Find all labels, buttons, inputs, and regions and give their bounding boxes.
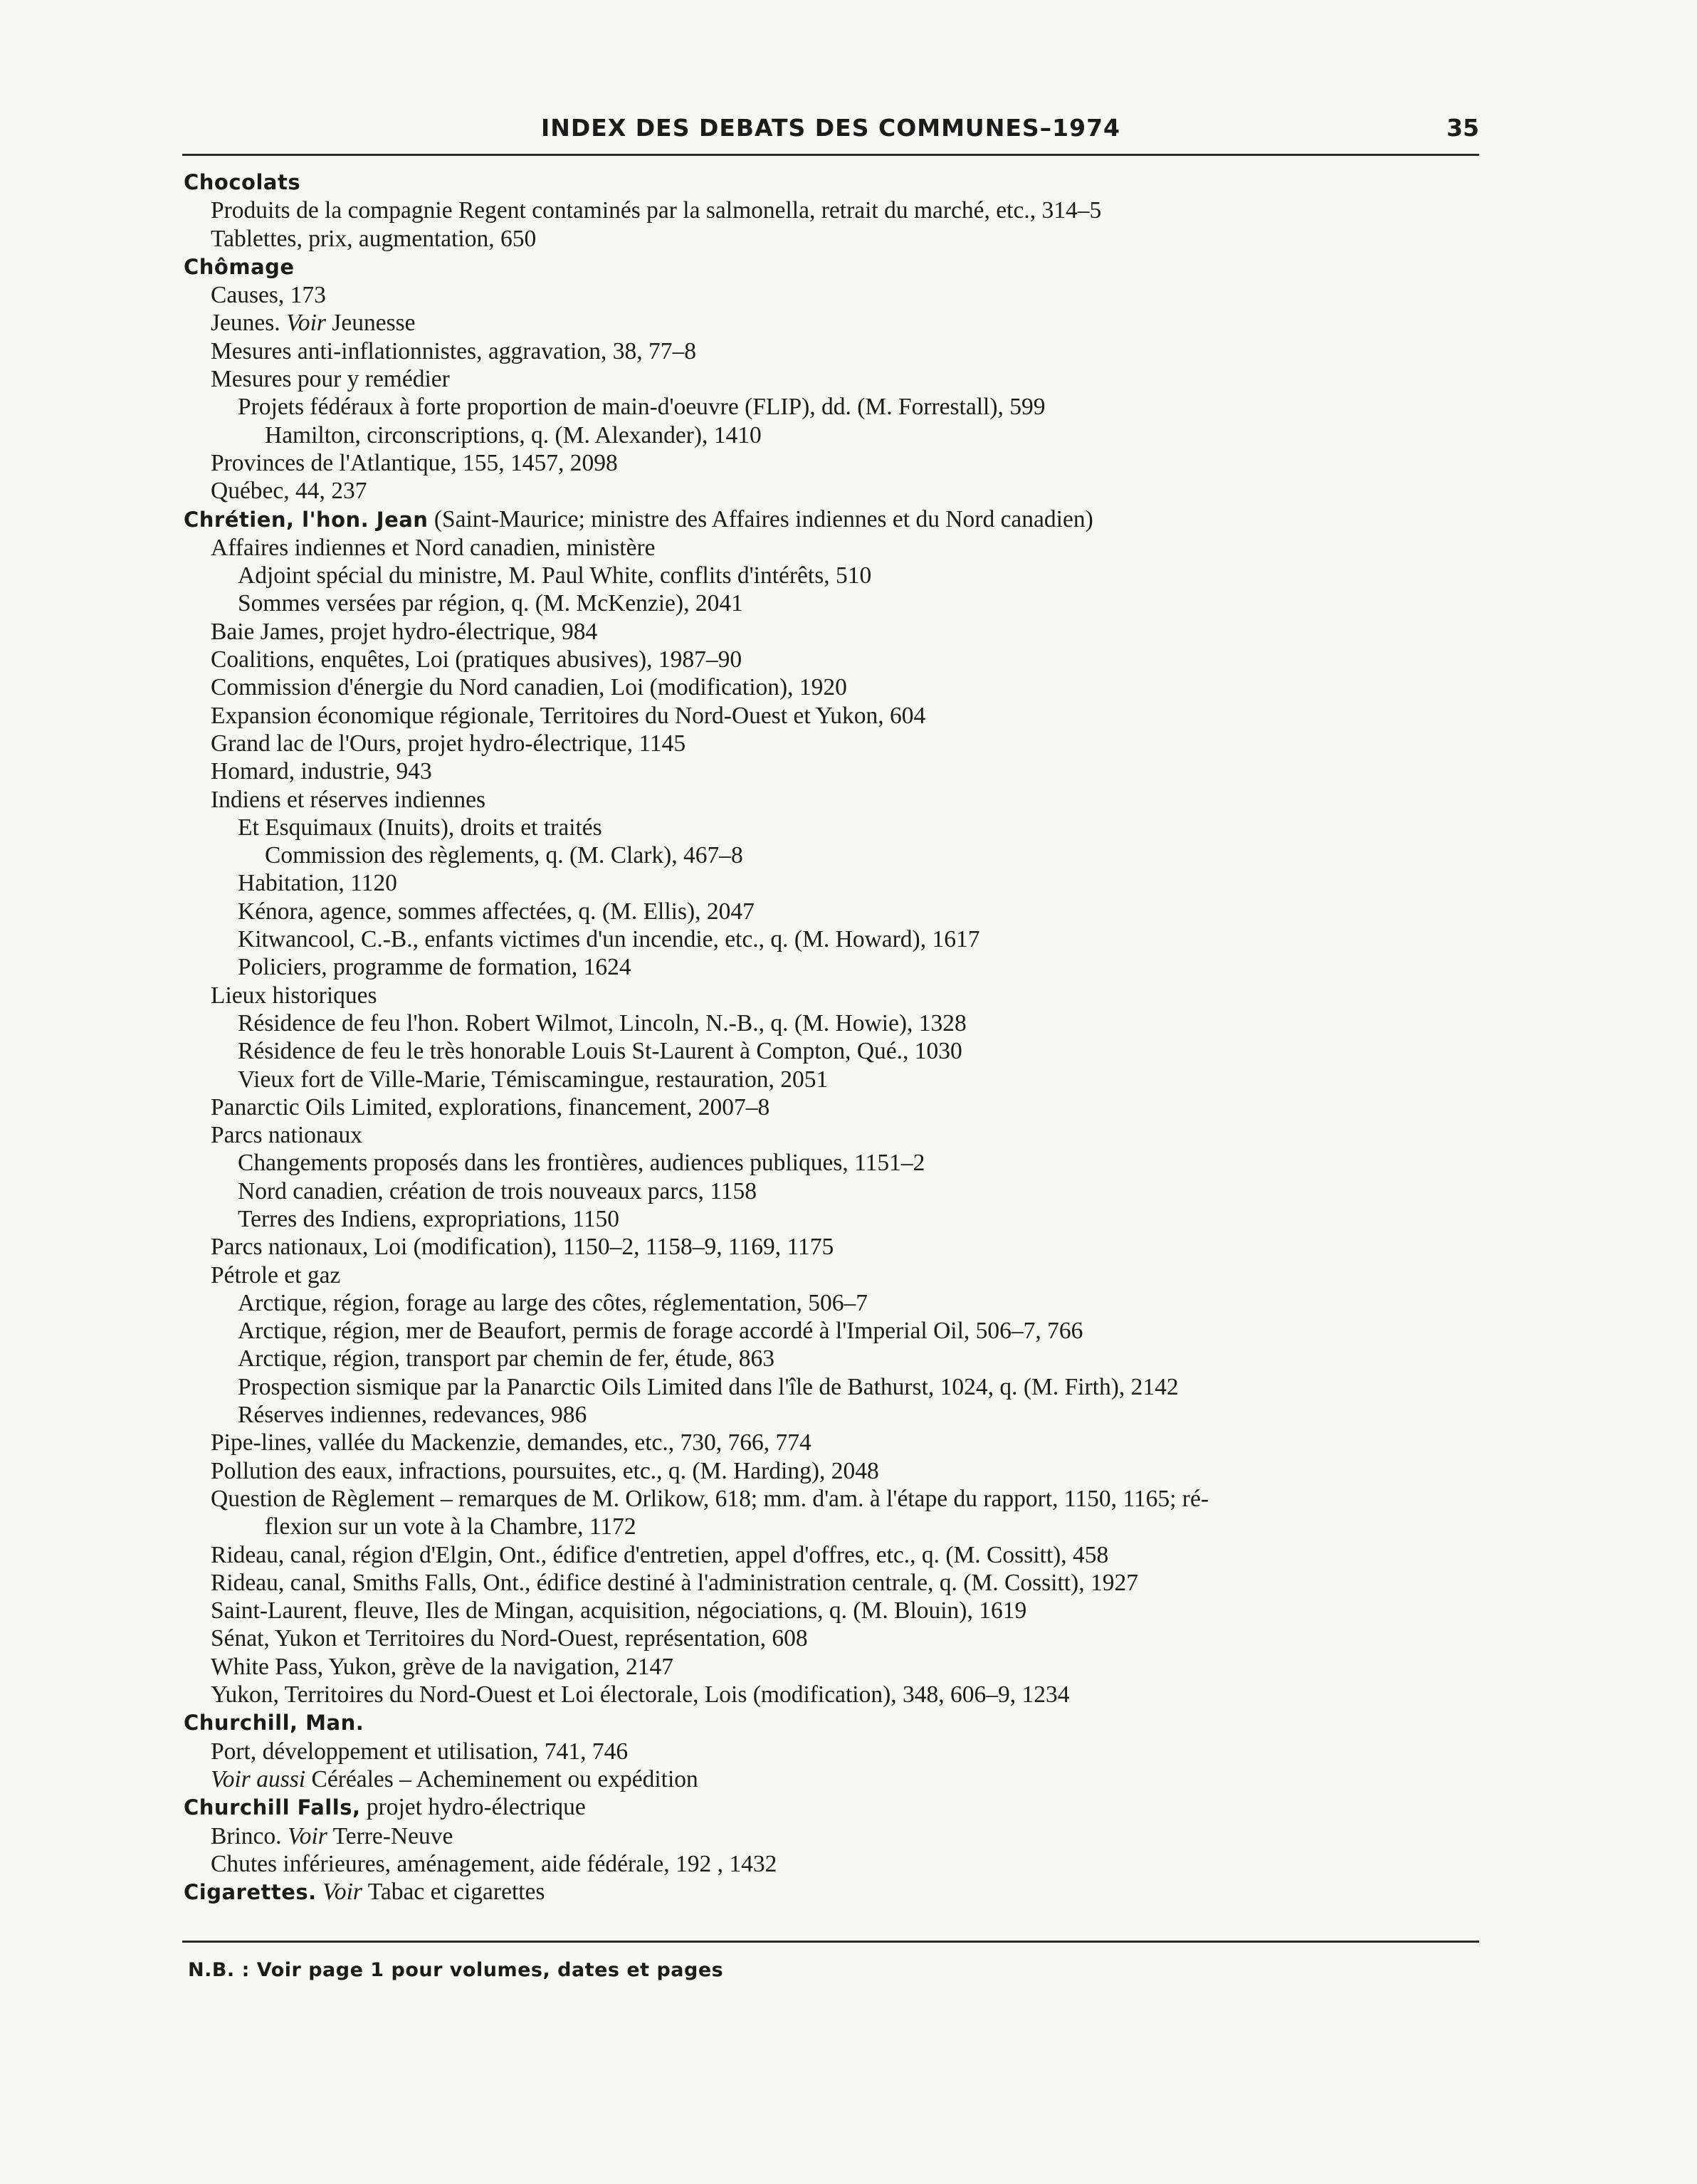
cross-reference-target: Tabac et cigarettes xyxy=(367,1879,545,1906)
cross-reference-target: Terre-Neuve xyxy=(332,1822,453,1849)
cross-reference-marker: Voir xyxy=(322,1879,362,1906)
entry-text: Nord canadien, création de trois nouveaux parcs, 1158 xyxy=(238,1177,757,1204)
index-subentry xyxy=(184,337,1479,365)
entry-text: Arctique, région, mer de Beaufort, permis de forage accordé à l'Imperial Oil, 506–7, 766 xyxy=(238,1318,1083,1345)
entry-text: Arctique, région, forage au large des côtes, réglementation, 506–7 xyxy=(238,1289,868,1316)
index-subentry xyxy=(184,1401,1479,1429)
entry-text: Question de Règlement – remarques de M. Orlikow, 618; mm. d'am. à l'étape du rapport, 1150, 1165; ré- xyxy=(211,1485,1209,1512)
entry-text: Kitwancool, C.-B., enfants victimes d'un incendie, etc., q. (M. Howard), 1617 xyxy=(238,926,980,953)
index-subentry xyxy=(184,1121,1479,1149)
index-entries xyxy=(184,168,1479,1906)
index-subentry xyxy=(184,534,1479,562)
entry-text: Et Esquimaux (Inuits), droits et traités xyxy=(238,814,602,841)
entry-text: Homard, industrie, 943 xyxy=(211,758,432,785)
page-number: 35 xyxy=(1446,114,1479,142)
index-subentry xyxy=(184,702,1479,730)
index-subentry xyxy=(184,421,1479,449)
index-subentry xyxy=(184,1205,1479,1233)
entry-text: Expansion économique régionale, Territoires du Nord-Ouest et Yukon, 604 xyxy=(211,702,926,729)
index-subentry xyxy=(184,1345,1479,1372)
index-subentry xyxy=(184,393,1479,421)
index-subentry xyxy=(184,1177,1479,1205)
index-subentry xyxy=(184,1681,1479,1708)
index-subentry xyxy=(184,953,1479,981)
entry-text: Indiens et réserves indiennes xyxy=(211,786,486,813)
entry-text: Chutes inférieures, aménagement, aide fédérale, 192 , 1432 xyxy=(211,1850,777,1877)
index-subentry xyxy=(184,1233,1479,1261)
index-subentry xyxy=(184,757,1479,785)
index-subentry xyxy=(184,646,1479,673)
index-subentry xyxy=(184,589,1479,617)
entry-text: Saint-Laurent, fleuve, Iles de Mingan, acquisition, négociations, q. (M. Blouin), 1619 xyxy=(211,1597,1027,1624)
entry-text: Tablettes, prix, augmentation, 650 xyxy=(211,225,537,252)
headword: Churchill, Man. xyxy=(184,1711,364,1736)
footer-divider xyxy=(182,1941,1479,1943)
entry-text: Pipe-lines, vallée du Mackenzie, demandes, etc., 730, 766, 774 xyxy=(211,1429,811,1456)
index-subentry xyxy=(184,1373,1479,1401)
entry-text: Hamilton, circonscriptions, q. (M. Alexander), 1410 xyxy=(265,421,762,448)
entry-text: Mesures anti-inflationnistes, aggravation, 38, 77–8 xyxy=(211,337,696,364)
index-subentry xyxy=(184,1093,1479,1121)
headword: Churchill Falls, xyxy=(184,1795,361,1820)
index-subentry xyxy=(184,1624,1479,1652)
index-subentry xyxy=(184,1597,1479,1624)
page-header xyxy=(182,108,1479,156)
index-subentry xyxy=(184,982,1479,1009)
cross-reference-marker: Voir xyxy=(286,310,326,337)
entry-text: Provinces de l'Atlantique, 155, 1457, 2098 xyxy=(211,449,618,476)
footer-note: N.B. : Voir page 1 pour volumes, dates et pages xyxy=(188,1959,724,1981)
entry-text: Arctique, région, transport par chemin de fer, étude, 863 xyxy=(238,1345,774,1372)
entry-text: Baie James, projet hydro-électrique, 984 xyxy=(211,618,598,645)
index-subentry xyxy=(184,730,1479,757)
entry-text: Lieux historiques xyxy=(211,982,377,1009)
entry-text: Rideau, canal, région d'Elgin, Ont., édifice d'entretien, appel d'offres, etc., q. (M. Cossitt), 458 xyxy=(211,1541,1109,1568)
entry-text: Habitation, 1120 xyxy=(238,870,397,897)
entry-text: White Pass, Yukon, grève de la navigation, 2147 xyxy=(211,1653,674,1680)
entry-text: Sommes versées par région, q. (M. McKenzie), 2041 xyxy=(238,590,743,617)
index-subentry xyxy=(184,925,1479,953)
entry-text: Projets fédéraux à forte proportion de main-d'oeuvre (FLIP), dd. (M. Forrestall), 599 xyxy=(238,394,1046,421)
index-subentry xyxy=(184,869,1479,897)
entry-text: flexion sur un vote à la Chambre, 1172 xyxy=(265,1513,636,1540)
entry-text: Mesures pour y remédier xyxy=(211,366,450,393)
entry-text: Pollution des eaux, infractions, poursuites, etc., q. (M. Harding), 2048 xyxy=(211,1457,879,1484)
entry-text: Kénora, agence, sommes affectées, q. (M. Ellis), 2047 xyxy=(238,898,755,925)
entry-text: Brinco. xyxy=(211,1822,282,1849)
entry-text: Produits de la compagnie Regent contaminés par la salmonella, retrait du marché, etc., 314–5 xyxy=(211,197,1102,224)
entry-text: Grand lac de l'Ours, projet hydro-électrique, 1145 xyxy=(211,730,686,757)
index-headword-entry xyxy=(184,1878,1479,1906)
index-subentry xyxy=(184,1457,1479,1485)
index-subentry xyxy=(184,1261,1479,1289)
headword: Chômage xyxy=(184,254,295,279)
entry-text: Commission d'énergie du Nord canadien, Loi (modification), 1920 xyxy=(211,674,847,701)
index-subentry xyxy=(184,477,1479,505)
index-subentry xyxy=(184,1317,1479,1345)
cross-reference-marker: Voir aussi xyxy=(211,1765,306,1792)
entry-text: Commission des règlements, q. (M. Clark), 467–8 xyxy=(265,842,743,869)
entry-text: projet hydro-électrique xyxy=(366,1794,586,1821)
cross-reference-target: Jeunesse xyxy=(332,310,416,337)
index-headword-entry xyxy=(184,1793,1479,1822)
index-subentry xyxy=(184,1009,1479,1037)
index-subentry xyxy=(184,1850,1479,1878)
entry-text: Coalitions, enquêtes, Loi (pratiques abusives), 1987–90 xyxy=(211,646,742,673)
running-title: INDEX DES DEBATS DES COMMUNES–1974 xyxy=(541,114,1120,142)
cross-reference-marker: Voir xyxy=(287,1822,327,1849)
entry-text: Vieux fort de Ville-Marie, Témiscamingue, restauration, 2051 xyxy=(238,1066,829,1093)
index-subentry xyxy=(184,1738,1479,1765)
headword: Cigarettes. xyxy=(184,1880,317,1905)
index-subentry xyxy=(184,1765,1479,1793)
entry-text: Yukon, Territoires du Nord-Ouest et Loi électorale, Lois (modification), 348, 606–9, 1234 xyxy=(211,1681,1070,1708)
headword: Chrétien, l'hon. Jean xyxy=(184,507,429,532)
index-headword-entry xyxy=(184,1708,1479,1737)
index-headword-entry xyxy=(184,505,1479,534)
entry-text: Affaires indiennes et Nord canadien, ministère xyxy=(211,534,656,561)
entry-text: Parcs nationaux xyxy=(211,1122,363,1149)
index-headword-entry xyxy=(184,168,1479,196)
index-subentry xyxy=(184,1569,1479,1597)
index-subentry xyxy=(184,786,1479,814)
entry-text: Réserves indiennes, redevances, 986 xyxy=(238,1402,587,1429)
entry-text: Causes, 173 xyxy=(211,282,326,309)
index-subentry xyxy=(184,449,1479,477)
entry-text: Port, développement et utilisation, 741, 746 xyxy=(211,1738,629,1765)
index-subentry xyxy=(184,225,1479,253)
index-subentry xyxy=(184,841,1479,869)
entry-text: Policiers, programme de formation, 1624 xyxy=(238,954,631,981)
entry-text: Prospection sismique par la Panarctic Oils Limited dans l'île de Bathurst, 1024, q. (M. Firth), 2142 xyxy=(238,1373,1179,1400)
index-subentry xyxy=(184,1653,1479,1681)
entry-text: (Saint-Maurice; ministre des Affaires indiennes et du Nord canadien) xyxy=(434,505,1093,532)
index-subentry xyxy=(184,1541,1479,1569)
cross-reference-target: Céréales – Acheminement ou expédition xyxy=(311,1765,698,1792)
index-subentry xyxy=(184,1485,1479,1513)
entry-text: Jeunes. xyxy=(211,310,280,337)
index-subentry xyxy=(184,196,1479,224)
index-subentry xyxy=(184,1066,1479,1093)
entry-text: Changements proposés dans les frontières, audiences publiques, 1151–2 xyxy=(238,1150,925,1177)
entry-text: Rideau, canal, Smiths Falls, Ont., édifice destiné à l'administration centrale, q. (M. Cossitt), 1927 xyxy=(211,1569,1138,1596)
index-subentry xyxy=(184,281,1479,309)
entry-text: Résidence de feu le très honorable Louis St-Laurent à Compton, Qué., 1030 xyxy=(238,1038,962,1065)
index-subentry xyxy=(184,1429,1479,1456)
entry-text: Pétrole et gaz xyxy=(211,1261,341,1288)
index-subentry xyxy=(184,365,1479,393)
index-subentry xyxy=(184,562,1479,589)
index-subentry xyxy=(184,898,1479,925)
index-subentry xyxy=(184,1037,1479,1065)
index-subentry xyxy=(184,814,1479,841)
index-subentry xyxy=(184,309,1479,337)
index-subentry xyxy=(184,1149,1479,1177)
index-subentry xyxy=(184,1513,1479,1540)
entry-text: Adjoint spécial du ministre, M. Paul White, conflits d'intérêts, 510 xyxy=(238,562,872,589)
index-subentry xyxy=(184,1289,1479,1317)
entry-text: Québec, 44, 237 xyxy=(211,478,367,505)
entry-text: Sénat, Yukon et Territoires du Nord-Ouest, représentation, 608 xyxy=(211,1625,808,1652)
headword: Chocolats xyxy=(184,170,301,194)
index-headword-entry xyxy=(184,253,1479,281)
index-subentry xyxy=(184,1822,1479,1850)
index-subentry xyxy=(184,673,1479,701)
index-subentry xyxy=(184,618,1479,646)
entry-text: Parcs nationaux, Loi (modification), 1150–2, 1158–9, 1169, 1175 xyxy=(211,1234,834,1261)
entry-text: Terres des Indiens, expropriations, 1150 xyxy=(238,1205,619,1232)
entry-text: Panarctic Oils Limited, explorations, financement, 2007–8 xyxy=(211,1093,770,1120)
entry-text: Résidence de feu l'hon. Robert Wilmot, Lincoln, N.-B., q. (M. Howie), 1328 xyxy=(238,1009,967,1036)
